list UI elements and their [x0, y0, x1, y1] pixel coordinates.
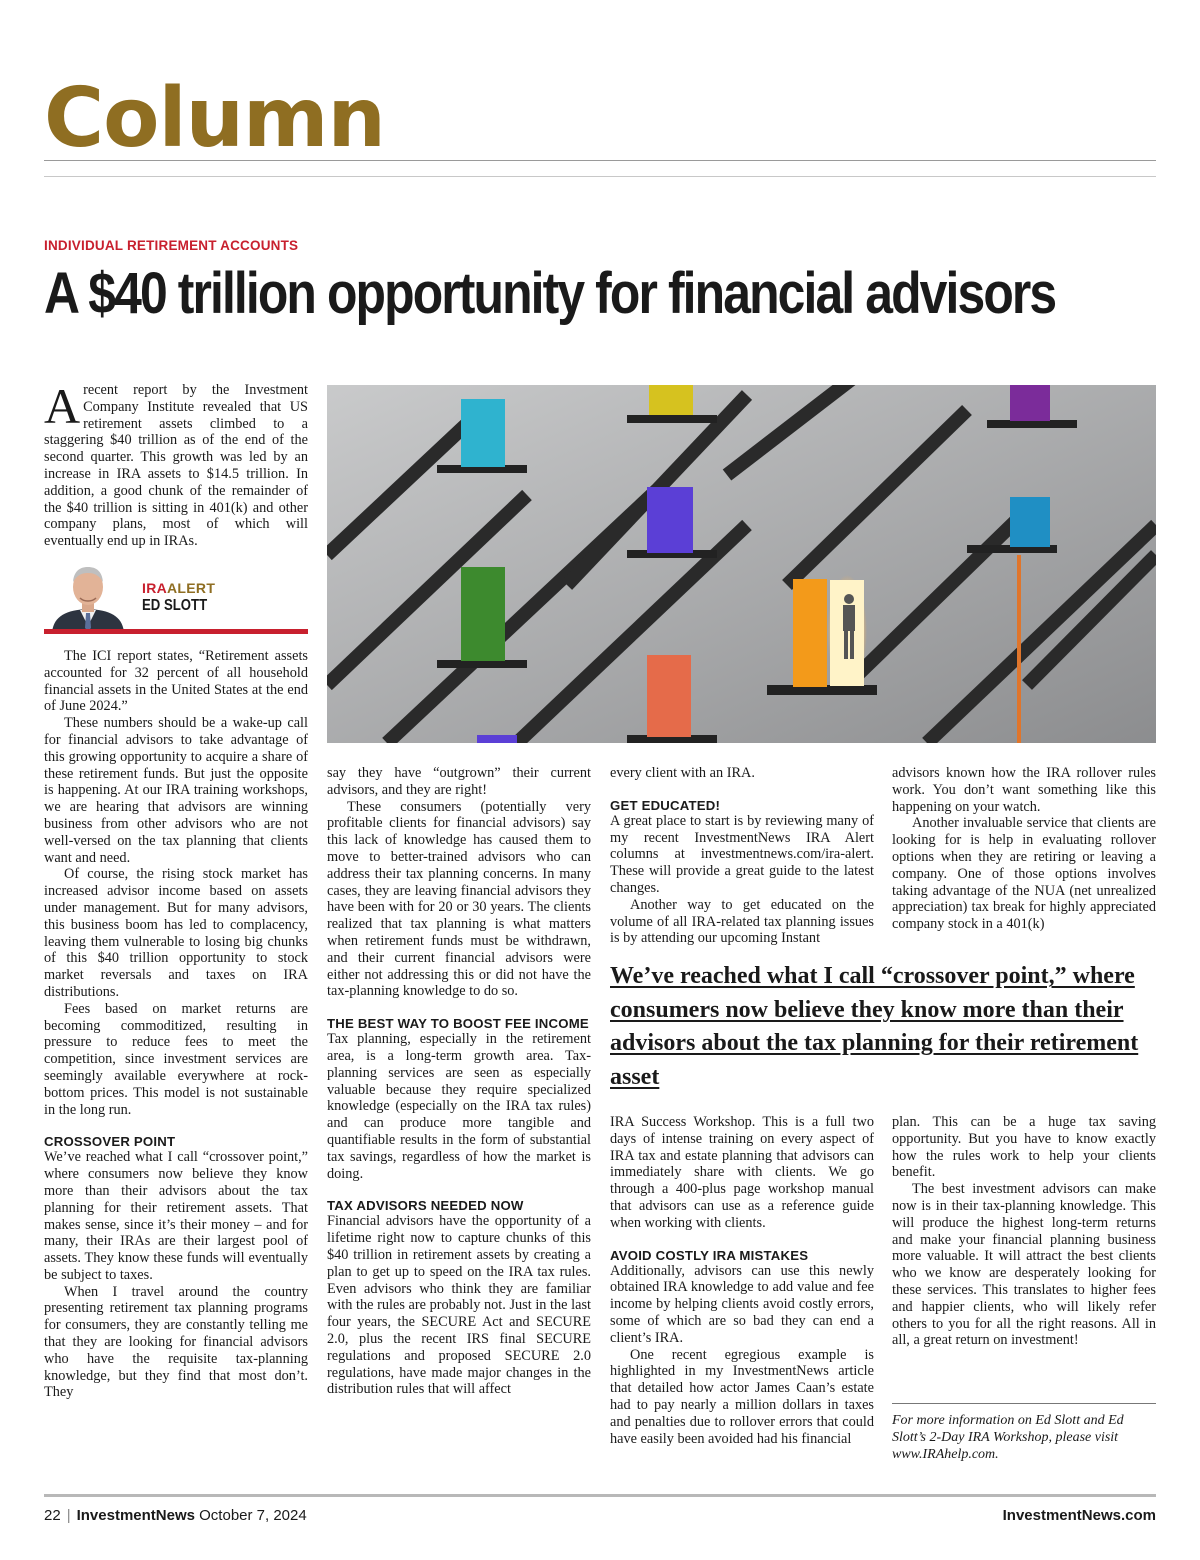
pull-quote-text: We’ve reached what I call “crossover point,” where consumers now believe they know more than their advisors about the tax planning for their retirement asset	[610, 963, 1139, 1090]
section-title: Column	[44, 71, 385, 166]
ira-alert-red: IRA	[142, 580, 168, 596]
top-rule	[44, 160, 1156, 161]
paragraph: say they have “outgrown” their current advisors, and they are right!	[327, 765, 591, 798]
lead-text: recent report by the Investment Company Institute revealed that US retirement assets climbed to a staggering $40 trillion as of the end of the second quarter. This growth was led by an increase in IRA assets to $14.5 trillion. In addition, a good chunk of the remainder of the $40 trillion is sitting in 401(k) and other company plans, most of which will eventually end up in IRAs.	[44, 382, 308, 550]
author-name: ED SLOTT	[142, 597, 208, 614]
drop-cap: A	[44, 378, 81, 434]
tagline-rule	[892, 1403, 1156, 1404]
paragraph: We’ve reached what I call “crossover point,” where consumers now believe they know more than their advisors about the tax planning for their retirement assets. That makes sense, since it’s their money – and for many, their IRAs are their largest pool of assets. They know these funds will eventually be subject to taxes.	[44, 1149, 308, 1283]
paragraph: The best investment advisors can make now is in their tax-planning knowledge. This will produce the highest long-term returns and make your financial planning business more valuable. It will attract the best clients who we know are desperately looking for these services. This translates to higher fees and happier clients, who will likely refer others to you for all the right reasons. All in all, a great return on investment!	[892, 1181, 1156, 1349]
column-3-top	[610, 765, 874, 947]
author-tagline: For more information on Ed Slott and Ed Slott’s 2-Day IRA Workshop, please visit www.IRAhelp.com.	[892, 1413, 1124, 1462]
subhead-avoid-mistakes: AVOID COSTLY IRA MISTAKES	[610, 1247, 809, 1263]
paragraph: Additionally, advisors can use this newly obtained IRA knowledge to add value and fee income by helping clients avoid costly errors, some of which are so bad they can end a client’s IRA.	[610, 1262, 874, 1346]
ira-alert-tag	[142, 580, 215, 596]
top-rule-secondary	[44, 176, 1156, 177]
paragraph: These numbers should be a wake-up call for financial advisors to take advantage of this growing opportunity to acquire a share of these retirement funds. But just the opposite is happening. At our IRA training workshops, we are hearing that advisors are winning business from other advisors who are not well-versed on the tax planning that clients want and need.	[44, 715, 308, 866]
author-box	[44, 560, 308, 634]
subhead-get-educated: GET EDUCATED!	[610, 797, 721, 813]
paragraph: Of course, the rising stock market has increased advisor income based on assets under management. But for many advisors, this business boom has led to complacency, leaving them vulnerable to losing big chunks of this $40 trillion opportunity to stock market reversals and taxes on IRA distributions.	[44, 866, 308, 1000]
paragraph: These consumers (potentially very profitable clients for financial advisors) say this lack of knowledge has caused them to move to better-trained advisors who can address their tax planning concerns. In many cases, they are leaving financial advisors they have been with for 20 or 30 years. The clients realized that tax planning is what matters when retirement funds must be withdrawn, and their current financial advisors were either not addressing this or did not have the tax-planning knowledge to do so.	[327, 798, 591, 1000]
column-4-bottom	[892, 1114, 1156, 1349]
subhead-tax-advisors: TAX ADVISORS NEEDED NOW	[327, 1198, 524, 1214]
ira-alert-gold: ALERT	[167, 580, 216, 596]
subhead-crossover: CROSSOVER POINT	[44, 1134, 176, 1150]
footer-separator: |	[66, 1507, 71, 1524]
paragraph: One recent egregious example is highlighted in my InvestmentNews article that detailed how actor James Caan’s estate had to pay nearly a million dollars in taxes and penalties due to rollover errors that could have easily been avoided had his financial	[610, 1346, 874, 1447]
paragraph: Another way to get educated on the volume of all IRA-related tax planning issues is by attending our upcoming Instant	[610, 896, 874, 947]
issue-date: October 7, 2024	[199, 1507, 307, 1524]
article-kicker: INDIVIDUAL RETIREMENT ACCOUNTS	[44, 238, 299, 253]
page-number: 22	[44, 1507, 61, 1524]
paragraph: every client with an IRA.	[610, 765, 755, 781]
footer-website: InvestmentNews.com	[1002, 1507, 1156, 1524]
article-headline: A $40 trillion opportunity for financial advisors	[44, 261, 1056, 326]
paragraph: The ICI report states, “Retirement assets accounted for 32 percent of all household financial assets in the United States at the end of June 2024.”	[44, 648, 308, 715]
paragraph: advisors known how the IRA rollover rules work. You don’t want something like this happening on your watch.	[892, 765, 1156, 815]
paragraph: plan. This can be a huge tax saving opportunity. But you have to know exactly how the rules work to help your clients benefit.	[892, 1114, 1156, 1181]
column-1	[44, 648, 308, 1401]
paragraph: Fees based on market returns are becoming commoditized, resulting in pressure to reduce fees to meet the competition, since investment services are seemingly available everywhere at rock-bottom prices. This model is not sustainable in the long run.	[44, 1000, 308, 1118]
author-red-rule	[44, 629, 308, 634]
paragraph: Another invaluable service that clients are looking for is help in evaluating rollover options when they are retiring or leaving a company. One of those options involves taking advantage of the NUA (net unrealized appreciation) tax break for highly appreciated company stock in a 401(k)	[892, 815, 1156, 933]
footer-folio	[44, 1507, 307, 1524]
column-4-top	[892, 765, 1156, 933]
column-2	[327, 765, 591, 1398]
column-3-bottom	[610, 1114, 874, 1447]
publication-name: InvestmentNews	[76, 1507, 195, 1524]
staircases-doors-illustration-icon	[327, 385, 1156, 743]
paragraph: Tax planning, especially in the retirement area, is a long-term growth area. Tax-planning services are seen as especially valuable because they require specialized knowledge (especially on the IRA tax rules) and can produce more tangible and quantifiable results in the form of substantial tax savings, regardless of how the market is doing.	[327, 1031, 591, 1182]
pull-quote	[610, 960, 1156, 1094]
lead-paragraph	[44, 378, 308, 550]
paragraph: A great place to start is by reviewing many of my recent InvestmentNews IRA Alert columns at investmentnews.com/ira-alert. These will provide a great guide to the latest changes.	[610, 812, 874, 896]
paragraph: Financial advisors have the opportunity of a lifetime right now to capture chunks of this $40 trillion in retirement assets by creating a plan to get up to speed on the IRA tax rules. Even advisors who think they are familiar with the rules are probably not. Just in the last four years, the SECURE Act and SECURE 2.0, plus the recent IRS final SECURE regulations and proposed SECURE 2.0 regulations, have made major changes in the distribution rules that will affect	[327, 1213, 591, 1398]
author-portrait-icon	[44, 560, 132, 632]
paragraph: When I travel around the country presenting retirement tax planning programs for consumers, they are constantly telling me that they are looking for financial advisors who have the requisite tax-planning knowledge, but they find that most don’t. They	[44, 1283, 308, 1401]
paragraph: IRA Success Workshop. This is a full two days of intense training on every aspect of IRA tax and estate planning that advisors can immediately share with clients. We go through a 400-plus page workshop manual that advisors can use as a reference guide when working with clients.	[610, 1114, 874, 1231]
footer-rule	[44, 1494, 1156, 1497]
subhead-best-way: THE BEST WAY TO BOOST FEE INCOME	[327, 1016, 589, 1032]
